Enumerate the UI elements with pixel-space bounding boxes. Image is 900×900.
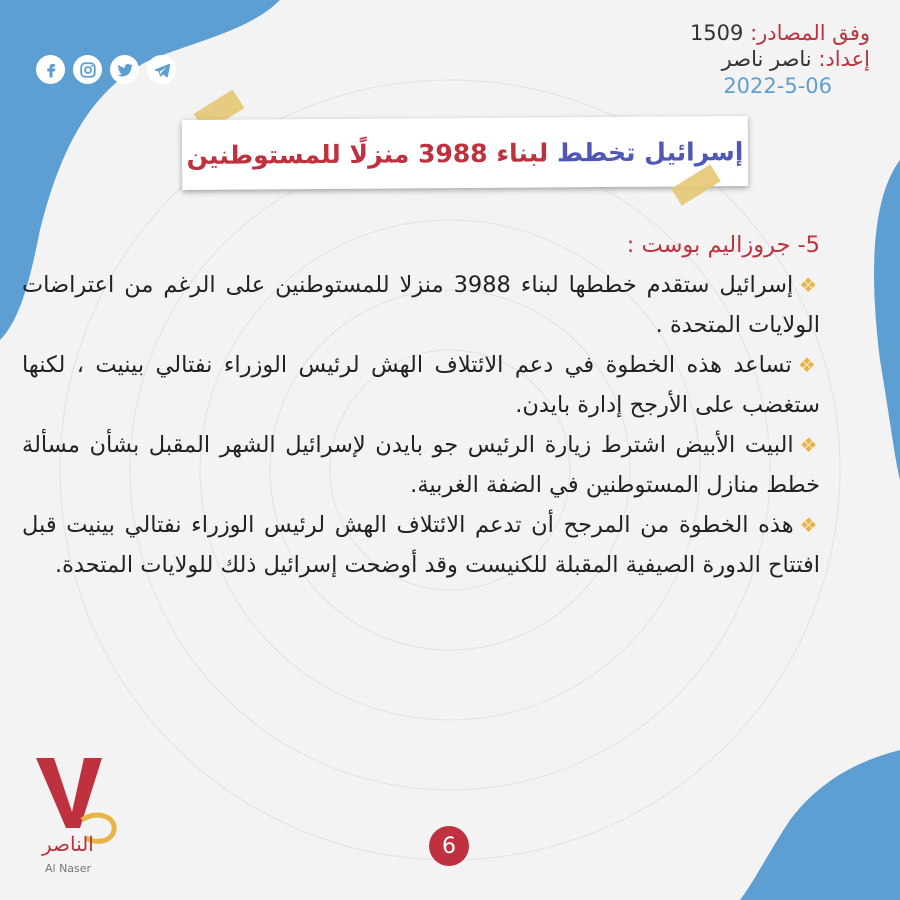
al-naser-logo-icon [24,750,134,880]
bullet-text: تساعد هذه الخطوة في دعم الائتلاف الهش لرئيس الوزراء نفتالي بينيت ، لكنها ستغضب على الأرجح إدارة بايدن. [22,352,820,418]
bullet-item [22,265,820,345]
bullet-item [22,505,820,585]
diamond-bullet-icon: ❖ [799,513,820,537]
page-title [187,137,744,170]
twitter-icon[interactable] [110,55,139,84]
title-part2: لبناء 3988 منزلًا للمستوطنين [186,137,549,170]
diamond-bullet-icon: ❖ [799,433,820,457]
facebook-icon[interactable] [36,55,65,84]
bullet-text: هذه الخطوة من المرجح أن تدعم الائتلاف الهش لرئيس الوزراء نفتالي بينيت قبل افتتاح الدورة الصيفية المقبلة للكنيست وقد أوضحت إسرائيل ذلك للولايات المتحدة. [22,512,820,578]
bullet-item [22,345,820,425]
source-line [690,20,870,46]
bullet-text: البيت الأبيض اشترط زيارة الرئيس جو بايدن لإسرائيل الشهر المقبل بشأن مسألة خطط منازل المستوطنين في الضفة الغربية. [22,432,820,498]
bullet-text: إسرائيل ستقدم خططها لبناء 3988 منزلا للمستوطنين على الرغم من اعتراضات الولايات المتحدة . [22,272,820,338]
bullet-item [22,425,820,505]
date: 2022-5-06 [723,73,832,98]
prep-value: ناصر ناصر [721,47,812,72]
title-box [182,116,748,190]
logo-arabic: الناصر [42,832,94,856]
article-body [22,225,820,585]
diamond-bullet-icon: ❖ [799,273,821,297]
header-info [690,20,870,99]
source-heading: 5- جروزاليم بوست : [626,232,820,258]
social-icons [36,55,176,84]
logo-english: Al Naser [45,862,92,875]
source-label: وفق المصادر: [750,21,870,45]
source-value: 1509 [689,21,744,45]
prep-label: إعداد: [818,47,870,72]
page-number: 6 [429,826,469,866]
telegram-icon[interactable] [147,55,176,84]
diamond-bullet-icon: ❖ [797,353,821,377]
instagram-icon[interactable] [73,55,102,84]
prep-line [690,46,870,72]
title-part1: إسرائيل تخطط [556,136,744,167]
